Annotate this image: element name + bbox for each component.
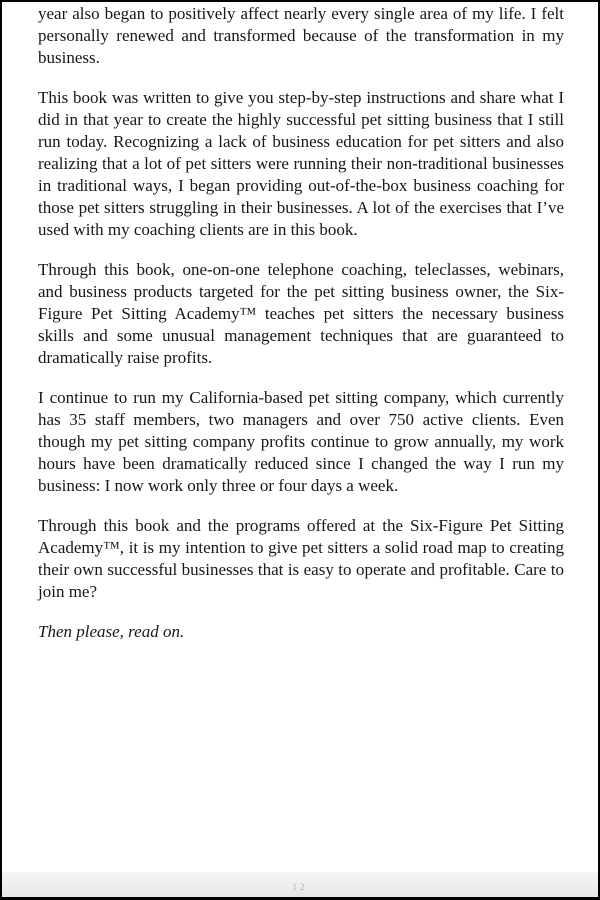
closing-line: Then please, read on.: [38, 622, 185, 641]
page-number: 12: [292, 881, 308, 892]
paragraph: year also began to positively affect nearly every single area of my life. I felt personally renewed and transformed because of the transformation in my business.: [38, 4, 564, 67]
footer-band: [2, 872, 598, 897]
paragraph: Through this book and the programs offered at the Six-Figure Pet Sitting Academy™, it is my intention to give pet sitters a solid road map to creating their own successful businesses that is easy to operate and profitable. Care to join me?: [38, 516, 564, 601]
page-text: [2, 3, 598, 643]
paragraph: Through this book, one-on-one telephone coaching, teleclasses, webinars, and business products targeted for the pet sitting business owner, the Six-Figure Pet Sitting Academy™ teaches pet sitters the necessary business skills and some unusual management techniques that are guaranteed to dramatically raise profits.: [38, 260, 564, 367]
paragraph: I continue to run my California-based pet sitting company, which currently has 35 staff members, two managers and over 750 active clients. Even though my pet sitting company profits continue to grow annually, my work hours have been dramatically reduced since I changed the way I run my business: I now work only three or four days a week.: [38, 388, 564, 495]
paragraph: This book was written to give you step-by-step instructions and share what I did in that year to create the highly successful pet sitting business that I still run today. Recognizing a lack of business education for pet sitters and also realizing that a lot of pet sitters were running their non-traditional businesses in traditional ways, I began providing out-of-the-box business coaching for those pet sitters struggling in their businesses. A lot of the exercises that I’ve used with my coaching clients are in this book.: [38, 88, 564, 239]
